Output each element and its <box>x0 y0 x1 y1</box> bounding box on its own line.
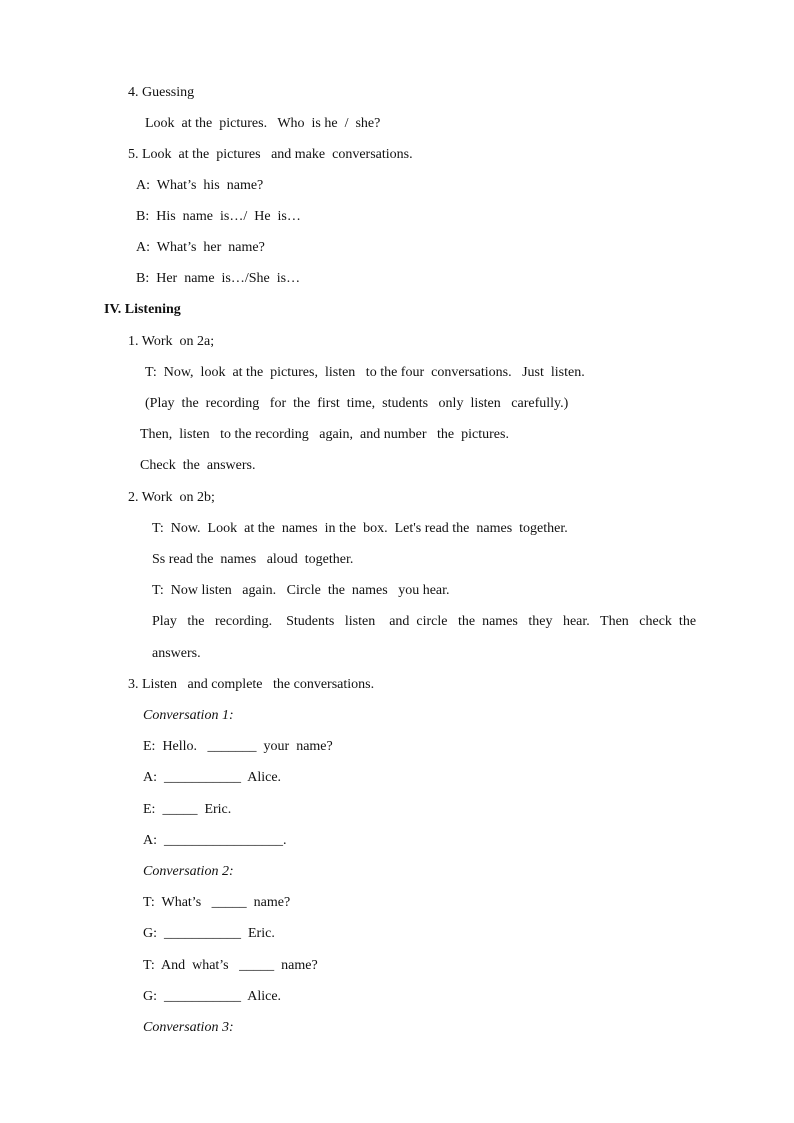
dialogue-line: E: _____ Eric. <box>143 802 232 817</box>
item-4-heading: 4. Guessing <box>128 85 195 100</box>
section-heading-listening: IV. Listening <box>104 302 181 317</box>
instruction-line: Then, listen to the recording again, and number the pictures. <box>140 427 509 442</box>
dialogue-line: T: And what’s _____ name? <box>143 958 318 973</box>
dialogue-line: G: ___________ Alice. <box>143 989 282 1004</box>
instruction-line: Check the answers. <box>140 458 256 473</box>
dialogue-line: A: _________________. <box>143 833 287 848</box>
dialogue-line: A: What’s her name? <box>136 240 265 255</box>
dialogue-line: B: His name is…/ He is… <box>136 209 301 224</box>
step-1-heading: 1. Work on 2a; <box>128 334 215 349</box>
conversation-1-label: Conversation 1: <box>143 708 234 723</box>
guessing-instruction: Look at the pictures. Who is he / she? <box>145 116 381 131</box>
dialogue-line: B: Her name is…/She is… <box>136 271 301 286</box>
instruction-line: (Play the recording for the first time, students only listen carefully.) <box>145 396 569 411</box>
conversation-3-label: Conversation 3: <box>143 1020 234 1035</box>
teacher-line: T: Now listen again. Circle the names you hear. <box>152 583 450 598</box>
item-5-heading: 5. Look at the pictures and make conversations. <box>128 147 413 162</box>
teacher-line: T: Now, look at the pictures, listen to the four conversations. Just listen. <box>145 365 585 380</box>
dialogue-line: A: What’s his name? <box>136 178 264 193</box>
dialogue-line: G: ___________ Eric. <box>143 926 275 941</box>
step-3-heading: 3. Listen and complete the conversations. <box>128 677 375 692</box>
instruction-line: answers. <box>152 646 201 661</box>
dialogue-line: T: What’s _____ name? <box>143 895 291 910</box>
dialogue-line: E: Hello. _______ your name? <box>143 739 333 754</box>
instruction-line: Ss read the names aloud together. <box>152 552 354 567</box>
dialogue-line: A: ___________ Alice. <box>143 770 282 785</box>
teacher-line: T: Now. Look at the names in the box. Let's read the names together. <box>152 521 568 536</box>
conversation-2-label: Conversation 2: <box>143 864 234 879</box>
step-2-heading: 2. Work on 2b; <box>128 490 215 505</box>
instruction-line: Play the recording. Students listen and circle the names they hear. Then check the <box>152 614 697 629</box>
